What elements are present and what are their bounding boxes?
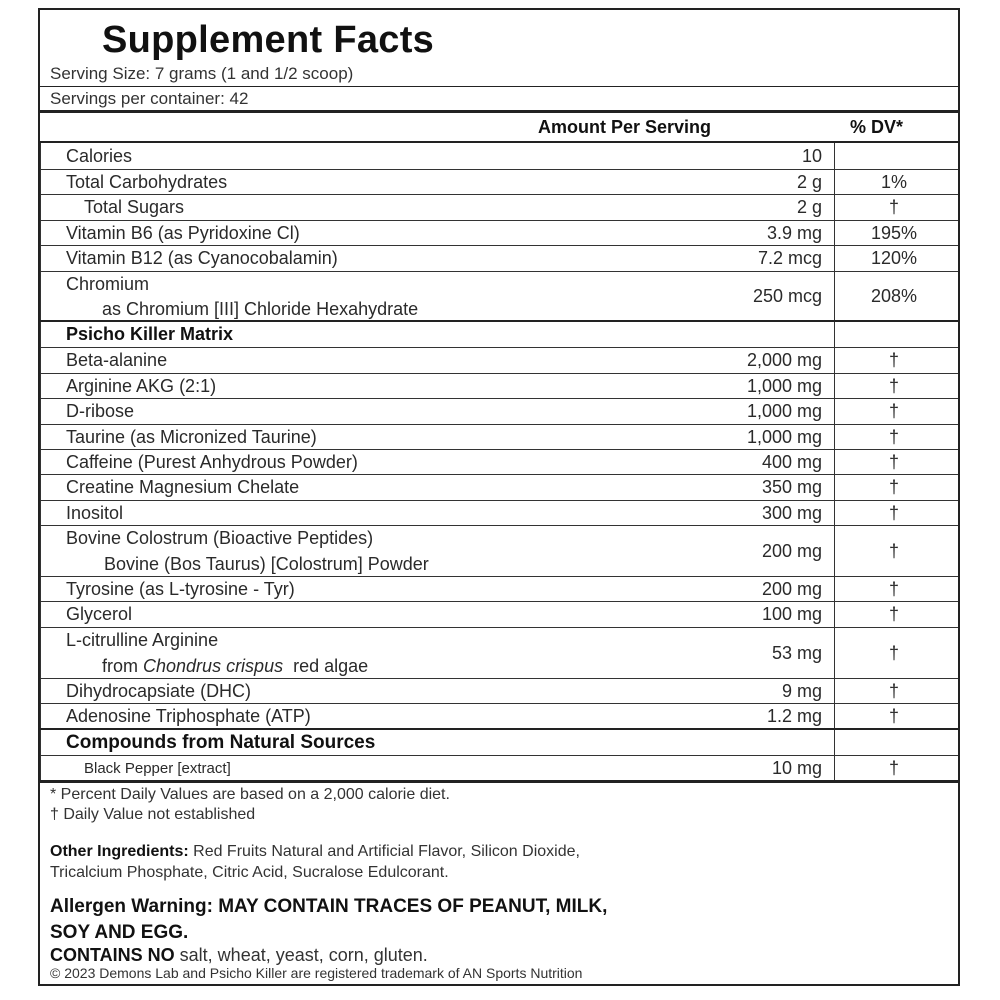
ingredient-amount: 400 mg xyxy=(761,452,822,472)
nutrient-name: Vitamin B6 (as Pyridoxine Cl) xyxy=(66,223,300,243)
table-row xyxy=(40,602,958,628)
table-row xyxy=(40,628,958,679)
ingredient-amount: 1.2 mg xyxy=(766,706,822,726)
ingredient-name: Black Pepper [extract] xyxy=(84,760,231,777)
nutrient-dv: 1% xyxy=(880,172,907,192)
nutrient-name: Calories xyxy=(66,146,133,166)
nutrient-subname: as Chromium [III] Chloride Hexahydrate xyxy=(102,299,419,319)
ingredient-dv: † xyxy=(888,477,899,497)
matrix-title: Psicho Killer Matrix xyxy=(66,324,234,344)
nutrient-name: Vitamin B12 (as Cyanocobalamin) xyxy=(66,248,338,268)
ingredient-dv: † xyxy=(888,758,899,778)
nutrient-amount: 2 g xyxy=(796,172,822,192)
servings-per-container: Servings per container: 42 xyxy=(50,89,249,108)
table-row xyxy=(40,526,958,577)
allergen-warning-line2: SOY AND EGG. xyxy=(50,922,189,943)
ingredient-name: Taurine (as Micronized Taurine) xyxy=(66,427,317,447)
serving-size: Serving Size: 7 grams (1 and 1/2 scoop) xyxy=(50,64,354,83)
other-ingredients-text: Red Fruits Natural and Artificial Flavor, Silicon Dioxide, xyxy=(188,843,580,860)
table-row xyxy=(40,399,958,425)
section-header-row xyxy=(40,322,958,348)
contains-no xyxy=(50,945,428,966)
ingredient-dv: † xyxy=(888,376,899,396)
ingredient-dv: † xyxy=(888,681,899,701)
table-row xyxy=(40,450,958,475)
table-row xyxy=(40,143,958,170)
ingredient-name: Inositol xyxy=(66,503,124,523)
ingredient-name: Caffeine (Purest Anhydrous Powder) xyxy=(66,452,358,472)
nutrient-amount: 250 mcg xyxy=(752,286,822,306)
table-row xyxy=(40,577,958,602)
nutrient-amount: 2 g xyxy=(796,197,822,217)
nutrient-name: Total Sugars xyxy=(84,197,185,217)
ingredient-name: Bovine Colostrum (Bioactive Peptides) xyxy=(66,528,374,548)
ingredient-subname: Bovine (Bos Taurus) [Colostrum] Powder xyxy=(104,554,429,574)
divider xyxy=(40,86,958,87)
ingredient-name: Dihydrocapsiate (DHC) xyxy=(66,681,252,701)
table-row xyxy=(40,756,958,783)
thick-divider xyxy=(40,110,958,113)
ingredient-amount: 2,000 mg xyxy=(746,350,822,370)
table-row xyxy=(40,704,958,730)
ingredient-amount: 53 mg xyxy=(771,643,822,663)
supplement-facts-panel xyxy=(38,8,960,986)
ingredient-amount: 200 mg xyxy=(761,579,822,599)
ingredient-subname xyxy=(102,656,368,677)
ingredient-dv: † xyxy=(888,579,899,599)
table-row xyxy=(40,679,958,704)
ingredient-amount: 1,000 mg xyxy=(746,427,822,447)
ingredient-sub-species: Chondrus crispus xyxy=(143,656,284,676)
ingredient-dv: † xyxy=(888,401,899,421)
table-row xyxy=(40,246,958,272)
table-row xyxy=(40,425,958,450)
ingredient-name: Arginine AKG (2:1) xyxy=(66,376,217,396)
section-header-row xyxy=(40,730,958,756)
ingredient-amount: 1,000 mg xyxy=(746,401,822,421)
nutrient-dv: 195% xyxy=(870,223,918,243)
nutrient-name: Total Carbohydrates xyxy=(66,172,228,192)
ingredient-amount: 1,000 mg xyxy=(746,376,822,396)
ingredient-name: Adenosine Triphosphate (ATP) xyxy=(66,706,311,726)
ingredient-name: Beta-alanine xyxy=(66,350,168,370)
table-row xyxy=(40,221,958,246)
ingredient-dv: † xyxy=(888,452,899,472)
ingredient-name: D-ribose xyxy=(66,401,135,421)
nutrient-dv: 208% xyxy=(870,286,918,306)
ingredient-dv: † xyxy=(888,643,899,663)
ingredient-amount: 350 mg xyxy=(761,477,822,497)
footnote-dv: * Percent Daily Values are based on a 2,000 calorie diet. xyxy=(50,786,450,803)
copyright: © 2023 Demons Lab and Psicho Killer are registered trademark of AN Sports Nutrition xyxy=(50,965,583,981)
ingredient-name: L-citrulline Arginine xyxy=(66,630,219,650)
ingredient-name: Creatine Magnesium Chelate xyxy=(66,477,300,497)
ingredient-dv: † xyxy=(888,604,899,624)
ingredient-dv: † xyxy=(888,427,899,447)
compounds-title: Compounds from Natural Sources xyxy=(66,732,376,753)
nutrient-amount: 3.9 mg xyxy=(766,223,822,243)
panel-title: Supplement Facts xyxy=(102,19,435,61)
ingredient-amount: 300 mg xyxy=(761,503,822,523)
ingredient-sub-prefix: from xyxy=(102,656,144,676)
nutrient-amount: 7.2 mcg xyxy=(757,248,822,268)
ingredient-amount: 9 mg xyxy=(781,681,822,701)
dv-header: % DV* xyxy=(850,117,904,137)
ingredient-amount: 200 mg xyxy=(761,541,822,561)
ingredient-sub-suffix: red algae xyxy=(283,656,369,676)
nutrient-dv: † xyxy=(888,197,899,217)
other-ingredients-line1 xyxy=(50,841,580,863)
other-ingredients-line2: Tricalcium Phosphate, Citric Acid, Sucralose Edulcorant. xyxy=(50,864,449,881)
footnote-not-established: † Daily Value not established xyxy=(50,806,256,823)
ingredient-dv: † xyxy=(888,706,899,726)
other-ingredients-label: Other Ingredients: xyxy=(50,843,189,860)
table-row xyxy=(40,170,958,195)
allergen-warning-line1: Allergen Warning: MAY CONTAIN TRACES OF PEANUT, MILK, xyxy=(50,896,608,917)
table-row xyxy=(40,501,958,526)
amount-per-serving-header: Amount Per Serving xyxy=(538,117,712,137)
table-row xyxy=(40,475,958,501)
ingredient-dv: † xyxy=(888,541,899,561)
table-row xyxy=(40,348,958,374)
table-row xyxy=(40,374,958,399)
table-row xyxy=(40,272,958,322)
ingredient-dv: † xyxy=(888,350,899,370)
nutrient-amount: 10 xyxy=(801,146,822,166)
ingredient-dv: † xyxy=(888,503,899,523)
contains-no-label: CONTAINS NO xyxy=(50,945,175,965)
ingredient-amount: 10 mg xyxy=(771,758,822,778)
ingredient-amount: 100 mg xyxy=(761,604,822,624)
nutrient-name: Chromium xyxy=(66,274,150,294)
ingredient-name: Glycerol xyxy=(66,604,133,624)
table-row xyxy=(40,195,958,221)
nutrient-dv: 120% xyxy=(870,248,918,268)
contains-no-text: salt, wheat, yeast, corn, gluten. xyxy=(174,945,428,965)
ingredient-name: Tyrosine (as L-tyrosine - Tyr) xyxy=(66,579,295,599)
